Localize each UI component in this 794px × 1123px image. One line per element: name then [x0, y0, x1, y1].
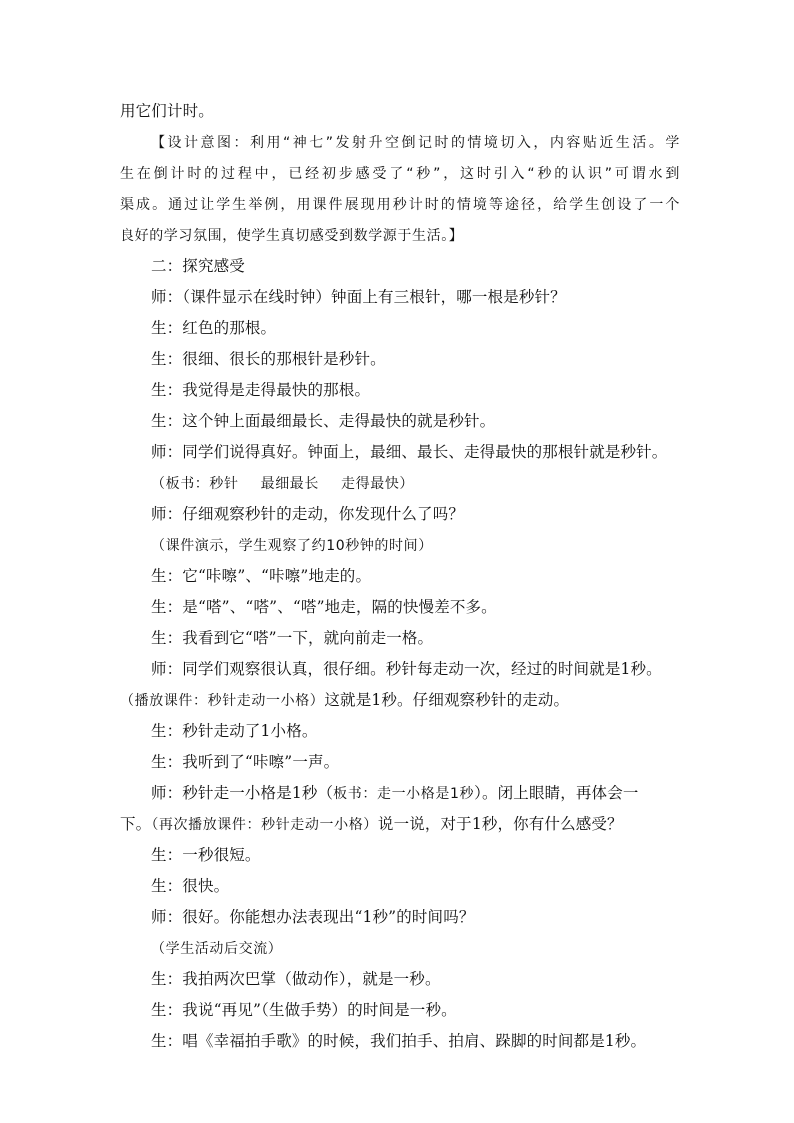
text-line [120, 406, 680, 437]
paragraph-text: 师：同学们说得真好。钟面上，最细、最长、走得最快的那根针就是秒针。 [151, 443, 668, 461]
text-line [120, 530, 680, 561]
text-line [120, 344, 680, 375]
text-line [120, 592, 680, 623]
annotation-text: 良好的学习氛围，使学生真切感受到数学源于生活。】 [120, 228, 464, 244]
text-line [120, 809, 680, 840]
annotation-text: 【设计意图：利用“神七”发射升空倒记时的情境切入，内容贴近生活。学 [151, 135, 680, 151]
paragraph-text: 生：一秒很短。 [151, 846, 261, 864]
text-line [120, 654, 680, 685]
lesson-text-body [120, 96, 680, 1057]
paragraph-text: 说一说，对于1秒，你有什么感受？ [377, 815, 623, 833]
paragraph-text: 这就是1秒。仔细观察秒针的走动。 [324, 691, 570, 709]
text-line [120, 499, 680, 530]
text-line [120, 561, 680, 592]
text-line [120, 468, 680, 499]
text-line [120, 189, 680, 220]
text-line [120, 158, 680, 189]
text-line [120, 251, 680, 282]
paragraph-text: 生：很快。 [151, 877, 230, 895]
text-line [120, 96, 680, 127]
paragraph-text: 生：是“嗒”、“嗒”、“嗒”地走，隔的快慢差不多。 [151, 598, 497, 616]
text-line [120, 127, 680, 158]
annotation-text: 生在倒计时的过程中，已经初步感受了“秒”，这时引入“秒的认识”可谓水到 [120, 166, 680, 182]
paragraph-text: 师：秒针走一小格是1秒（ [151, 784, 334, 802]
paragraph-text: 生：我说“再见”（生做手势）的时间是一秒。 [151, 1001, 457, 1019]
paragraph-text: 用它们计时。 [120, 102, 214, 120]
text-line [120, 1026, 680, 1057]
text-line [120, 716, 680, 747]
text-line [120, 220, 680, 251]
paragraph-text: 师：仔细观察秒针的走动，你发现什么了吗？ [151, 505, 465, 523]
text-line [120, 375, 680, 406]
annotation-text: （再次播放课件：秒针走动一小格） [151, 817, 378, 833]
paragraph-text: 生：很细、很长的那根针是秒针。 [151, 350, 386, 368]
annotation-text: （播放课件：秒针走动一小格） [120, 693, 325, 709]
paragraph-text: 生：我看到它“嗒”一下，就向前走一格。 [151, 629, 434, 647]
annotation-text: （学生活动后交流） [151, 941, 283, 957]
text-line [120, 282, 680, 313]
paragraph-text: 生：红色的那根。 [151, 319, 277, 337]
text-line [120, 747, 680, 778]
paragraph-text: 二：探究感受 [151, 257, 245, 275]
paragraph-text: 师：很好。你能想办法表现出“1秒”的时间吗？ [151, 908, 475, 926]
paragraph-text: 生：唱《幸福拍手歌》的时候，我们拍手、拍肩、跺脚的时间都是1秒。 [151, 1032, 647, 1050]
annotation-text: 走得最快） [341, 476, 415, 492]
text-line [120, 685, 680, 716]
text-line [120, 933, 680, 964]
annotation-text: （板书：秒针 [151, 476, 239, 492]
text-line [120, 964, 680, 995]
paragraph-text: 师：（课件显示在线时钟）钟面上有三根针，哪一根是秒针？ [151, 288, 566, 306]
text-line [120, 995, 680, 1026]
paragraph-text: ）。闭上眼睛，再体会一 [474, 784, 639, 802]
paragraph-text: 师：同学们观察很认真，很仔细。秒针每走动一次，经过的时间就是1秒。 [151, 660, 662, 678]
text-line [120, 840, 680, 871]
paragraph-text: 生：它“咔嚓”、“咔嚓”地走的。 [151, 567, 372, 585]
annotation-text: 最细最长 [260, 476, 320, 492]
text-line [120, 623, 680, 654]
text-line [120, 871, 680, 902]
annotation-text: （课件演示，学生观察了约10秒钟的时间） [151, 538, 433, 554]
annotation-text: 板书：走一小格是1秒 [333, 786, 475, 802]
paragraph-text: 生：秒针走动了1小格。 [151, 722, 318, 740]
text-line [120, 902, 680, 933]
paragraph-text: 生：我听到了“咔嚓”一声。 [151, 753, 340, 771]
paragraph-text: 生：我拍两次巴掌（做动作），就是一秒。 [151, 970, 441, 988]
annotation-text: 渠成。通过让学生举例，用课件展现用秒计时的情境等途径，给学生创设了一个 [120, 197, 680, 213]
paragraph-text: 生：这个钟上面最细最长、走得最快的就是秒针。 [151, 412, 496, 430]
text-line [120, 778, 680, 809]
paragraph-text: 下。 [120, 815, 152, 833]
text-line [120, 437, 680, 468]
paragraph-text: 生：我觉得是走得最快的那根。 [151, 381, 371, 399]
text-line [120, 313, 680, 344]
